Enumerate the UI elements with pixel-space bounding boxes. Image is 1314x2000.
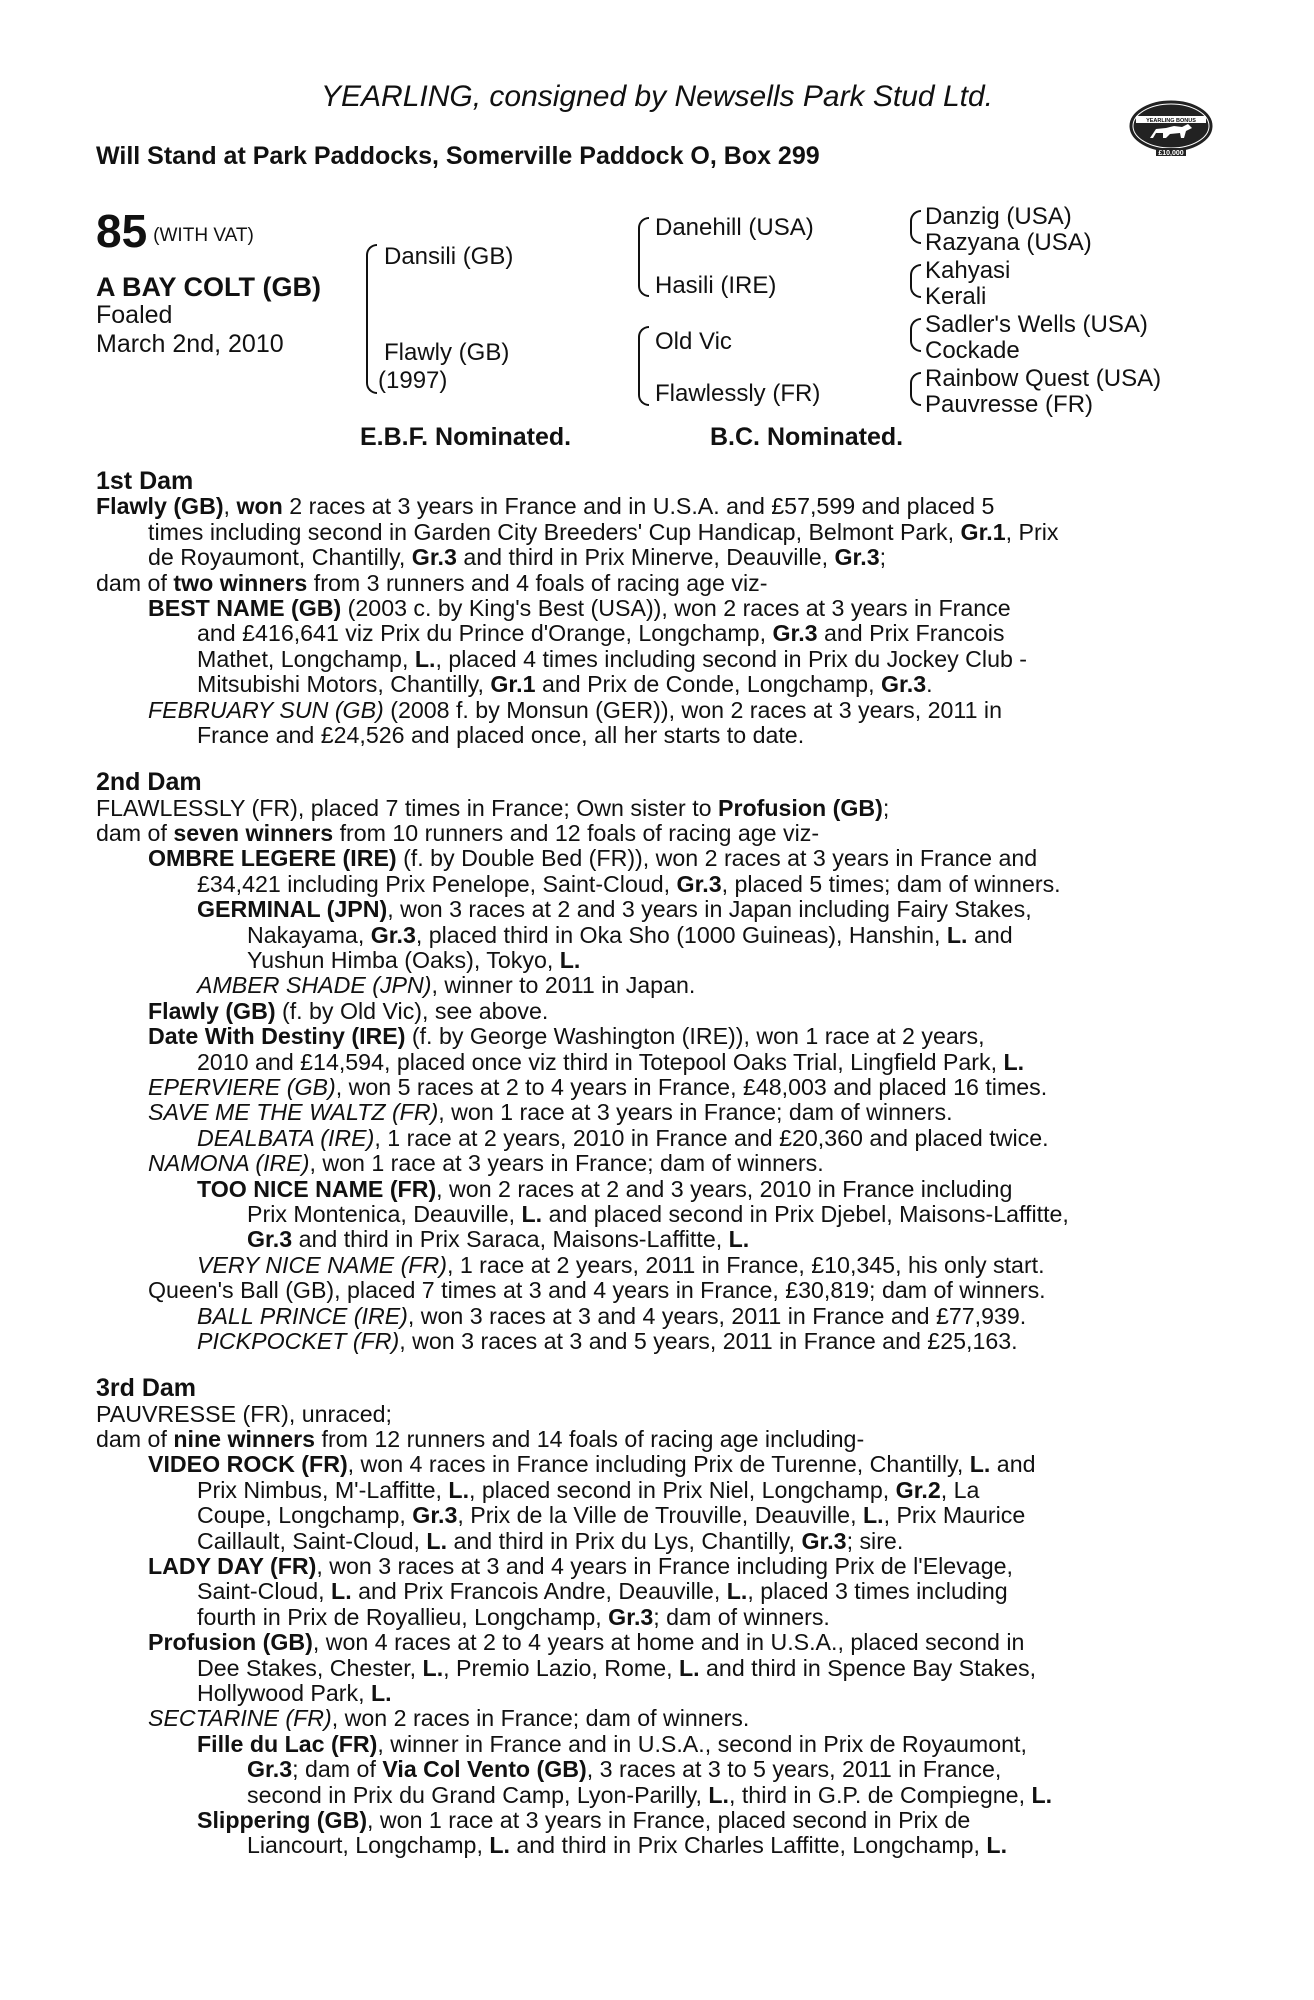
bc-nomination: B.C. Nominated. — [710, 423, 904, 451]
text-segment: Gr.3 — [247, 1757, 293, 1783]
text-segment: (2003 c. by King's Best (USA)), won 2 races at 3 years in France — [341, 595, 1011, 621]
foaled-label: Foaled — [96, 301, 173, 329]
text-segment: and third in Prix du Lys, Chantilly, — [447, 1528, 802, 1554]
text-segment: AMBER SHADE (JPN) — [197, 973, 432, 999]
text-line — [96, 1253, 1216, 1278]
stand-location: Will Stand at Park Paddocks, Somerville Paddock O, Box 299 — [96, 142, 820, 170]
text-line — [96, 1757, 1216, 1782]
text-segment: ; — [882, 795, 890, 821]
text-segment: second in Prix du Grand Camp, Lyon-Parilly, — [247, 1782, 709, 1808]
text-segment: dam of — [96, 1427, 174, 1453]
text-line — [96, 1329, 1216, 1354]
text-segment: and third in Prix Minerve, Deauville, — [456, 545, 835, 571]
text-segment: , won 1 race at 3 years in France; dam of winners. — [309, 1151, 824, 1177]
pedigree-dam: Flawly (GB) — [384, 339, 510, 366]
text-segment: dam of — [96, 570, 174, 596]
text-line — [96, 698, 1216, 723]
text-segment: Gr.3 — [801, 1528, 847, 1554]
text-segment: and £416,641 viz Prix du Prince d'Orange, Longchamp, — [197, 621, 773, 647]
text-segment: Coupe, Longchamp, — [197, 1503, 413, 1529]
text-segment: OMBRE LEGERE (IRE) — [148, 846, 397, 872]
text-segment: and third in Prix Saraca, Maisons-Laffitte, — [292, 1227, 729, 1253]
text-segment: Gr.3 — [412, 1503, 458, 1529]
text-segment: from 10 runners and 12 foals of racing age viz- — [333, 821, 820, 847]
text-segment: , 3 races at 3 to 5 years, 2011 in France, — [586, 1757, 1002, 1783]
text-segment: , won 5 races at 2 to 4 years in France, £48,003 and placed 16 times. — [335, 1074, 1048, 1100]
pedigree-brace-6 — [910, 318, 921, 352]
text-segment: ; — [879, 545, 887, 571]
text-line — [96, 1732, 1216, 1757]
text-segment: , winner to 2011 in Japan. — [431, 973, 696, 999]
text-segment: Gr.3 — [608, 1604, 654, 1630]
text-line — [96, 596, 1216, 621]
text-segment: and placed second in Prix Djebel, Maisons-Laffitte, — [542, 1201, 1069, 1227]
text-segment: VERY NICE NAME (FR) — [197, 1252, 447, 1278]
text-segment: , placed second in Prix Niel, Longchamp, — [469, 1477, 896, 1503]
text-segment: PICKPOCKET (FR) — [197, 1328, 400, 1354]
pedigree-brace-5 — [910, 264, 921, 298]
text-segment: , won 4 races at 2 to 4 years at home and in U.S.A., placed second in — [312, 1630, 1025, 1656]
text-segment: ; dam of — [292, 1757, 383, 1783]
pedigree-brace-4 — [910, 210, 921, 244]
text-line — [96, 923, 1216, 948]
catalogue-header: YEARLING, consigned by Newsells Park Stud Ltd. — [321, 80, 993, 113]
text-segment: L. — [862, 1503, 884, 1529]
pedigree-dam-dam: Flawlessly (FR) — [655, 380, 821, 407]
text-line — [96, 1024, 1216, 1049]
text-segment: , placed 3 times including — [747, 1579, 1008, 1605]
text-line — [96, 520, 1216, 545]
ebf-nomination: E.B.F. Nominated. — [360, 423, 572, 451]
text-line — [96, 1808, 1216, 1833]
text-segment: BEST NAME (GB) — [148, 595, 342, 621]
text-segment: L. — [448, 1477, 470, 1503]
pedigree-g3: Kahyasi — [925, 257, 1011, 284]
text-line — [96, 1126, 1216, 1151]
text-line — [96, 796, 1216, 821]
text-segment: 2010 and £14,594, placed once viz third in Totepool Oaks Trial, Lingfield Park, — [197, 1049, 1004, 1075]
text-segment: from 12 runners and 14 foals of racing age including- — [315, 1427, 865, 1453]
badge-amount: £10,000 — [1158, 150, 1184, 156]
text-segment: DEALBATA (IRE) — [197, 1125, 375, 1151]
text-line — [96, 1427, 1216, 1452]
text-segment: Yushun Himba (Oaks), Tokyo, — [247, 948, 560, 974]
text-segment: L. — [728, 1227, 750, 1253]
text-segment: L. — [986, 1833, 1008, 1859]
text-segment: and third in Spence Bay Stakes, — [699, 1655, 1037, 1681]
text-segment: Gr.3 — [676, 871, 722, 897]
text-line — [96, 948, 1216, 973]
text-segment: TOO NICE NAME (FR) — [197, 1176, 437, 1202]
text-segment: L. — [726, 1579, 748, 1605]
text-line — [96, 1579, 1216, 1604]
text-segment: fourth in Prix de Royallieu, Longchamp, — [197, 1604, 609, 1630]
pedigree-g6: Cockade — [925, 337, 1020, 364]
text-line — [96, 1452, 1216, 1477]
text-segment: Liancourt, Longchamp, — [247, 1833, 490, 1859]
text-segment: NAMONA (IRE) — [148, 1151, 310, 1177]
text-line — [96, 1278, 1216, 1303]
lot-number-value: 85 — [96, 205, 148, 257]
text-segment: L. — [370, 1680, 392, 1706]
text-segment: , placed third in Oka Sho (1000 Guineas), Hanshin, — [415, 922, 947, 948]
text-segment: Saint-Cloud, — [197, 1579, 332, 1605]
text-segment: L. — [331, 1579, 352, 1605]
text-segment: PAUVRESSE (FR), unraced; — [96, 1401, 392, 1427]
pedigree-g8: Pauvresse (FR) — [925, 391, 1094, 418]
text-segment: . — [926, 672, 933, 698]
pedigree-g7: Rainbow Quest (USA) — [925, 365, 1162, 392]
section-heading: 1st Dam — [96, 469, 194, 495]
text-line — [96, 494, 1216, 519]
text-segment: , La — [940, 1477, 980, 1503]
yearling-bonus-badge — [1128, 98, 1214, 156]
vat-note: (WITH VAT) — [153, 225, 254, 246]
text-segment: L. — [1031, 1782, 1053, 1808]
text-segment: , 1 race at 2 years, 2010 in France and £20,360 and placed twice. — [374, 1125, 1049, 1151]
pedigree-g1: Danzig (USA) — [925, 203, 1072, 230]
text-segment: Date With Destiny (IRE) — [148, 1024, 406, 1050]
text-line — [96, 672, 1216, 697]
pedigree-brace-2 — [638, 217, 649, 297]
text-line — [96, 545, 1216, 570]
text-line — [96, 1075, 1216, 1100]
text-segment: from 3 runners and 4 foals of racing age viz- — [307, 570, 768, 596]
text-segment: Nakayama, — [247, 922, 371, 948]
text-segment: , Premio Lazio, Rome, — [443, 1655, 679, 1681]
text-line — [96, 1202, 1216, 1227]
text-segment: , won 2 races in France; dam of winners. — [331, 1706, 750, 1732]
text-line — [96, 1706, 1216, 1731]
text-segment: de Royaumont, Chantilly, — [148, 545, 412, 571]
text-segment: Gr.1 — [490, 672, 536, 698]
text-segment: , third in G.P. de Compiegne, — [728, 1782, 1032, 1808]
text-line — [96, 621, 1216, 646]
text-line — [96, 1833, 1216, 1858]
text-line — [96, 872, 1216, 897]
text-segment: Hollywood Park, — [197, 1680, 371, 1706]
text-segment: Gr.1 — [960, 519, 1006, 545]
text-segment: and Prix Francois — [817, 621, 1005, 647]
pedigree-g4: Kerali — [925, 283, 987, 310]
text-segment: Gr.3 — [247, 1227, 293, 1253]
text-segment: L. — [708, 1782, 729, 1808]
text-segment: LADY DAY (FR) — [148, 1554, 317, 1580]
text-segment: , Prix de la Ville de Trouville, Deauville, — [457, 1503, 863, 1529]
text-segment: Via Col Vento (GB) — [382, 1757, 587, 1783]
text-segment: Gr.3 — [772, 621, 818, 647]
text-line — [96, 1529, 1216, 1554]
text-segment: L. — [678, 1655, 700, 1681]
pedigree-sire-sire: Danehill (USA) — [655, 214, 814, 241]
text-line — [96, 723, 1216, 748]
text-segment: L. — [426, 1528, 448, 1554]
text-line — [96, 821, 1216, 846]
text-segment: Slippering (GB) — [197, 1807, 368, 1833]
text-line — [96, 1304, 1216, 1329]
pedigree-brace-1 — [366, 244, 377, 394]
text-segment: and Prix de Conde, Longchamp, — [535, 672, 881, 698]
pedigree-sire-dam: Hasili (IRE) — [655, 272, 777, 299]
lot-number — [96, 204, 254, 258]
text-segment: Profusion (GB) — [717, 795, 883, 821]
text-segment: VIDEO ROCK (FR) — [148, 1452, 348, 1478]
dam-section — [96, 770, 1216, 1354]
text-line — [96, 999, 1216, 1024]
text-segment: L. — [521, 1201, 543, 1227]
text-segment: and Prix Francois Andre, Deauville, — [351, 1579, 727, 1605]
text-segment: 2 races at 3 years in France and in U.S.A. and £57,599 and placed 5 — [282, 494, 995, 520]
text-segment: EPERVIERE (GB) — [148, 1074, 336, 1100]
text-segment: Caillault, Saint-Cloud, — [197, 1528, 427, 1554]
text-segment: (f. by Old Vic), see above. — [275, 998, 549, 1024]
text-segment: , Prix — [1005, 519, 1059, 545]
text-segment: , won 3 races at 3 and 4 years, 2011 in France and £77,939. — [407, 1303, 1027, 1329]
pedigree-brace-7 — [910, 372, 921, 406]
text-segment: L. — [969, 1452, 991, 1478]
dam-section — [96, 1376, 1216, 1858]
text-line — [96, 1554, 1216, 1579]
text-line — [96, 1050, 1216, 1075]
text-line — [96, 973, 1216, 998]
text-segment: , won 4 races in France including Prix de Turenne, Chantilly, — [347, 1452, 970, 1478]
pedigree-dam-year: (1997) — [378, 367, 448, 394]
text-segment: (f. by Double Bed (FR)), won 2 races at 3 years in France and — [396, 846, 1038, 872]
text-segment: Gr.3 — [834, 545, 880, 571]
pedigree-brace-3 — [638, 326, 649, 406]
text-segment: , Prix Maurice — [883, 1503, 1026, 1529]
text-segment: (f. by George Washington (IRE)), won 1 race at 2 years, — [405, 1024, 985, 1050]
text-segment: SECTARINE (FR) — [148, 1706, 332, 1732]
text-segment: , placed 5 times; dam of winners. — [721, 871, 1061, 897]
pedigree-dam-sire: Old Vic — [655, 328, 732, 355]
text-segment: , 1 race at 2 years, 2011 in France, £10,345, his only start. — [446, 1252, 1045, 1278]
text-segment: (2008 f. by Monsun (GER)), won 2 races at 3 years, 2011 in — [383, 697, 1002, 723]
text-segment: times including second in Garden City Breeders' Cup Handicap, Belmont Park, — [148, 519, 961, 545]
text-segment: L. — [414, 646, 436, 672]
text-segment: Prix Nimbus, M'-Laffitte, — [197, 1477, 449, 1503]
dam-section — [96, 469, 1216, 748]
text-segment: Queen's Ball (GB), placed 7 times at 3 and 4 years in France, £30,819; dam of winners. — [148, 1278, 1046, 1304]
text-line — [96, 846, 1216, 871]
text-segment: L. — [489, 1833, 510, 1859]
badge-label: YEARLING BONUS — [1146, 118, 1196, 124]
text-segment: FLAWLESSLY (FR), placed 7 times in France; Own sister to — [96, 795, 718, 821]
text-segment: , — [223, 494, 237, 520]
text-segment: ; sire. — [846, 1528, 904, 1554]
family-notes — [96, 469, 1216, 1859]
text-line — [96, 1681, 1216, 1706]
text-segment: L. — [422, 1655, 444, 1681]
text-line — [96, 1656, 1216, 1681]
text-segment: won — [236, 494, 283, 520]
text-segment: , won 2 races at 2 and 3 years, 2010 in France including — [436, 1176, 1013, 1202]
text-segment: Mitsubishi Motors, Chantilly, — [197, 672, 491, 698]
text-segment: Prix Montenica, Deauville, — [247, 1201, 522, 1227]
text-segment: BALL PRINCE (IRE) — [197, 1303, 408, 1329]
text-segment: two winners — [173, 570, 308, 596]
text-line — [96, 1402, 1216, 1427]
text-segment: Fille du Lac (FR) — [197, 1731, 378, 1757]
foaled-info — [96, 301, 284, 359]
text-line — [96, 647, 1216, 672]
text-line — [96, 1151, 1216, 1176]
text-line — [96, 897, 1216, 922]
text-segment: , won 1 race at 3 years in France, placed second in Prix de — [367, 1807, 971, 1833]
text-line — [96, 1227, 1216, 1252]
text-segment: SAVE ME THE WALTZ (FR) — [148, 1100, 439, 1126]
text-segment: and third in Prix Charles Laffitte, Longchamp, — [509, 1833, 987, 1859]
text-segment: L. — [559, 948, 581, 974]
text-segment: ; dam of winners. — [653, 1604, 830, 1630]
text-segment: FEBRUARY SUN (GB) — [148, 697, 384, 723]
text-segment: , won 3 races at 2 and 3 years in Japan including Fairy Stakes, — [387, 897, 1032, 923]
text-segment: , won 3 races at 3 and 4 years in France including Prix de l'Elevage, — [316, 1554, 1013, 1580]
text-segment: , placed 4 times including second in Prix du Jockey Club - — [435, 646, 1028, 672]
text-segment: Profusion (GB) — [148, 1630, 313, 1656]
text-segment: and — [967, 922, 1013, 948]
text-line — [96, 1630, 1216, 1655]
text-segment: Gr.3 — [370, 922, 416, 948]
text-line — [96, 1100, 1216, 1125]
text-line — [96, 1605, 1216, 1630]
section-heading: 3rd Dam — [96, 1376, 197, 1402]
text-segment: Dee Stakes, Chester, — [197, 1655, 423, 1681]
text-line — [96, 571, 1216, 596]
text-line — [96, 1478, 1216, 1503]
text-segment: Gr.3 — [411, 545, 457, 571]
text-segment: Gr.3 — [880, 672, 927, 698]
text-segment: France and £24,526 and placed once, all her starts to date. — [197, 722, 805, 748]
text-segment: Flawly (GB) — [96, 494, 224, 520]
text-segment: £34,421 including Prix Penelope, Saint-Cloud, — [197, 871, 677, 897]
pedigree-g5: Sadler's Wells (USA) — [925, 311, 1148, 338]
lot-title: A BAY COLT (GB) — [96, 272, 322, 302]
text-segment: , winner in France and in U.S.A., second in Prix de Royaumont, — [377, 1731, 1027, 1757]
text-segment: Flawly (GB) — [148, 998, 276, 1024]
text-segment: , won 3 races at 3 and 5 years, 2011 in France and £25,163. — [399, 1328, 1018, 1354]
pedigree-g2: Razyana (USA) — [925, 229, 1092, 256]
section-heading: 2nd Dam — [96, 770, 202, 796]
text-line — [96, 1503, 1216, 1528]
text-segment: Gr.2 — [895, 1477, 941, 1503]
text-segment: L. — [1003, 1049, 1025, 1075]
text-line — [96, 1177, 1216, 1202]
text-segment: dam of — [96, 821, 174, 847]
text-segment: , won 1 race at 3 years in France; dam of winners. — [438, 1100, 953, 1126]
text-segment: and — [990, 1452, 1036, 1478]
text-segment: Mathet, Longchamp, — [197, 646, 415, 672]
text-segment: GERMINAL (JPN) — [197, 897, 388, 923]
text-segment: nine winners — [173, 1427, 316, 1453]
pedigree-sire: Dansili (GB) — [384, 243, 514, 270]
text-segment: seven winners — [173, 821, 334, 847]
text-segment: L. — [946, 922, 968, 948]
foaled-date: March 2nd, 2010 — [96, 330, 284, 358]
text-line — [96, 1783, 1216, 1808]
